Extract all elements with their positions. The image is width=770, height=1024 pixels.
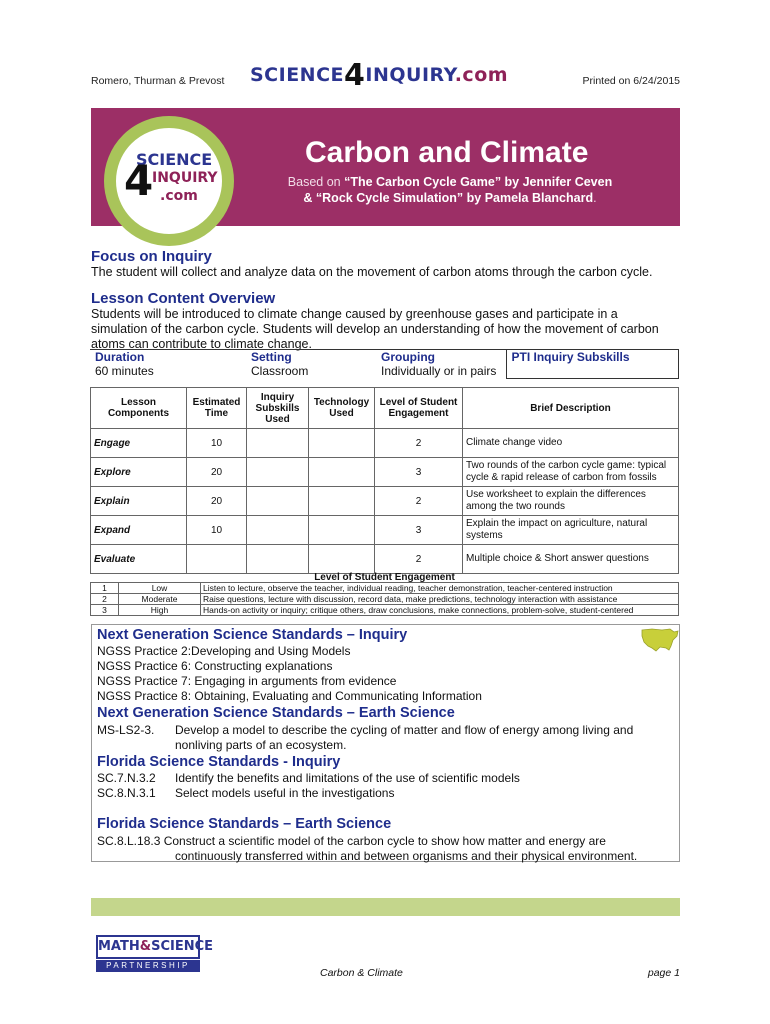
grouping-value: Individually or in pairs: [381, 364, 497, 378]
fl-inquiry-code: SC.8.N.3.1: [97, 786, 156, 800]
description-cell: Multiple choice & Short answer questions: [463, 545, 679, 574]
description-cell: Climate change video: [463, 429, 679, 458]
lesson-meta-table: [90, 349, 679, 379]
level-cell: 2: [375, 487, 463, 516]
table-row: [91, 487, 679, 516]
component-cell: Expand: [91, 516, 187, 545]
msp-partnership: PARTNERSHIP: [96, 960, 200, 972]
time-cell: 10: [187, 516, 247, 545]
engagement-num: 1: [91, 583, 119, 594]
overview-line-1: Students will be introduced to climate change caused by greenhouse gases and participate in a: [91, 307, 618, 321]
page-number: page 1: [647, 967, 680, 979]
engagement-legend-title: Level of Student Engagement: [314, 572, 455, 583]
engagement-legend-table: [90, 582, 679, 616]
table-row: [91, 594, 679, 605]
tech-cell: [309, 516, 375, 545]
description-cell: Use worksheet to explain the differences among the two rounds: [463, 487, 679, 516]
subtitle-prefix: Based on: [287, 175, 345, 189]
table-row: [91, 583, 679, 594]
ngss-earth-heading: Next Generation Science Standards – Earth Science: [97, 705, 455, 721]
logo-science: SCIENCE: [250, 64, 345, 86]
fl-inquiry-heading: Florida Science Standards - Inquiry: [97, 754, 341, 770]
science4inquiry-logo: [250, 54, 509, 93]
table-row: [91, 516, 679, 545]
subskills-cell: [247, 487, 309, 516]
time-cell: 10: [187, 429, 247, 458]
engagement-desc: Hands-on activity or inquiry; critique others, draw conclusions, make connections, problem-solve, student-centered: [201, 605, 679, 616]
time-cell: 20: [187, 487, 247, 516]
col-header-technology: Technology Used: [309, 388, 375, 429]
engagement-level: High: [119, 605, 201, 616]
component-cell: Evaluate: [91, 545, 187, 574]
logo-com: .com: [454, 64, 509, 86]
ngss-inquiry-heading: Next Generation Science Standards – Inquiry: [97, 627, 408, 643]
msp-math: MATH: [98, 939, 140, 954]
footer-green-bar: [91, 898, 680, 916]
banner-logo-inquiry: INQUIRY: [152, 170, 218, 186]
engagement-desc: Listen to lecture, observe the teacher, individual reading, teacher demonstration, teacher-centered instruction: [201, 583, 679, 594]
level-cell: 3: [375, 516, 463, 545]
grouping-label: Grouping: [376, 350, 506, 365]
overview-line-3: atoms can contribute to climate change.: [91, 337, 312, 351]
msp-amp: &: [139, 939, 152, 954]
fl-inquiry-code: SC.7.N.3.2: [97, 771, 156, 785]
duration-value: 60 minutes: [95, 364, 154, 378]
logo-inquiry: INQUIRY: [365, 64, 455, 86]
component-cell: Engage: [91, 429, 187, 458]
engagement-num: 3: [91, 605, 119, 616]
table-row: [91, 458, 679, 487]
duration-label: Duration: [90, 350, 246, 365]
pti-label: PTI Inquiry Subskills: [506, 350, 679, 379]
overview-heading: Lesson Content Overview: [91, 290, 276, 307]
description-cell: Explain the impact on agriculture, natural systems: [463, 516, 679, 545]
banner-logo-com: .com: [160, 188, 198, 204]
subskills-cell: [247, 516, 309, 545]
subtitle-suffix: .: [593, 191, 597, 205]
banner-logo-science: SCIENCE: [136, 150, 213, 169]
col-header-subskills: Inquiry Subskills Used: [247, 388, 309, 429]
lesson-plan-table: [90, 387, 679, 574]
ngss-practice-item: NGSS Practice 8: Obtaining, Evaluating and Communicating Information: [97, 689, 482, 703]
tech-cell: [309, 429, 375, 458]
ngss-practice-item: NGSS Practice 7: Engaging in arguments from evidence: [97, 674, 397, 688]
level-cell: 3: [375, 458, 463, 487]
fl-inquiry-text: Select models useful in the investigations: [175, 786, 395, 800]
time-cell: [187, 545, 247, 574]
focus-heading: Focus on Inquiry: [91, 248, 212, 265]
fl-earth-heading: Florida Science Standards – Earth Science: [97, 816, 392, 832]
component-cell: Explore: [91, 458, 187, 487]
fl-earth-text-2: continuously transferred within and between organisms and their physical environment.: [175, 849, 638, 863]
engagement-level: Low: [119, 583, 201, 594]
level-cell: 2: [375, 429, 463, 458]
subskills-cell: [247, 458, 309, 487]
us-map-icon: [640, 626, 680, 654]
col-header-description: Brief Description: [463, 388, 679, 429]
subskills-cell: [247, 429, 309, 458]
ngss-earth-text-1: Develop a model to describe the cycling of matter and flow of energy among living and: [175, 723, 634, 737]
fl-inquiry-text: Identify the benefits and limitations of the use of scientific models: [175, 771, 520, 785]
col-header-engagement: Level of Student Engagement: [375, 388, 463, 429]
banner-logo-circle: [104, 116, 234, 246]
tech-cell: [309, 458, 375, 487]
overview-line-2: simulation of the carbon cycle. Students will develop an understanding of how the movement of carbon: [91, 322, 659, 336]
fl-earth-text-1: SC.8.L.18.3 Construct a scientific model of the carbon cycle to show how matter and energy are: [97, 834, 606, 848]
focus-text: The student will collect and analyze data on the movement of carbon atoms through the carbon cycle.: [91, 265, 653, 279]
engagement-level: Moderate: [119, 594, 201, 605]
col-header-components: Lesson Components: [91, 388, 187, 429]
table-row: [91, 605, 679, 616]
math-science-partnership-logo: [96, 935, 214, 973]
page-title: Carbon and Climate: [305, 136, 589, 169]
description-cell: Two rounds of the carbon cycle game: typical cycle & rapid release of carbon from fossils: [463, 458, 679, 487]
ngss-earth-code: MS-LS2-3.: [97, 723, 155, 737]
time-cell: 20: [187, 458, 247, 487]
setting-label: Setting: [246, 350, 376, 365]
subtitle-game: “The Carbon Cycle Game” by Jennifer Ceven: [344, 175, 613, 189]
table-row: [91, 545, 679, 574]
level-cell: 2: [375, 545, 463, 574]
ngss-practice-item: NGSS Practice 6: Constructing explanations: [97, 659, 333, 673]
header-authors: Romero, Thurman & Prevost: [91, 75, 225, 87]
col-header-time: Estimated Time: [187, 388, 247, 429]
ngss-practice-item: NGSS Practice 2:Developing and Using Models: [97, 644, 351, 658]
page-subtitle: [250, 174, 650, 206]
tech-cell: [309, 545, 375, 574]
ngss-earth-text-2: nonliving parts of an ecosystem.: [175, 738, 347, 752]
engagement-desc: Raise questions, lecture with discussion, record data, make predictions, technology interaction with assistance: [201, 594, 679, 605]
printed-date: Printed on 6/24/2015: [582, 75, 680, 87]
footer-title: Carbon & Climate: [320, 967, 403, 979]
setting-value: Classroom: [251, 364, 309, 378]
logo-four: 4: [344, 58, 366, 93]
table-row: [91, 429, 679, 458]
subskills-cell: [247, 545, 309, 574]
tech-cell: [309, 487, 375, 516]
engagement-num: 2: [91, 594, 119, 605]
msp-science: SCIENCE: [151, 939, 214, 954]
subtitle-sim: & “Rock Cycle Simulation” by Pamela Blanchard: [303, 191, 594, 205]
banner-logo-four: 4: [124, 156, 154, 205]
component-cell: Explain: [91, 487, 187, 516]
